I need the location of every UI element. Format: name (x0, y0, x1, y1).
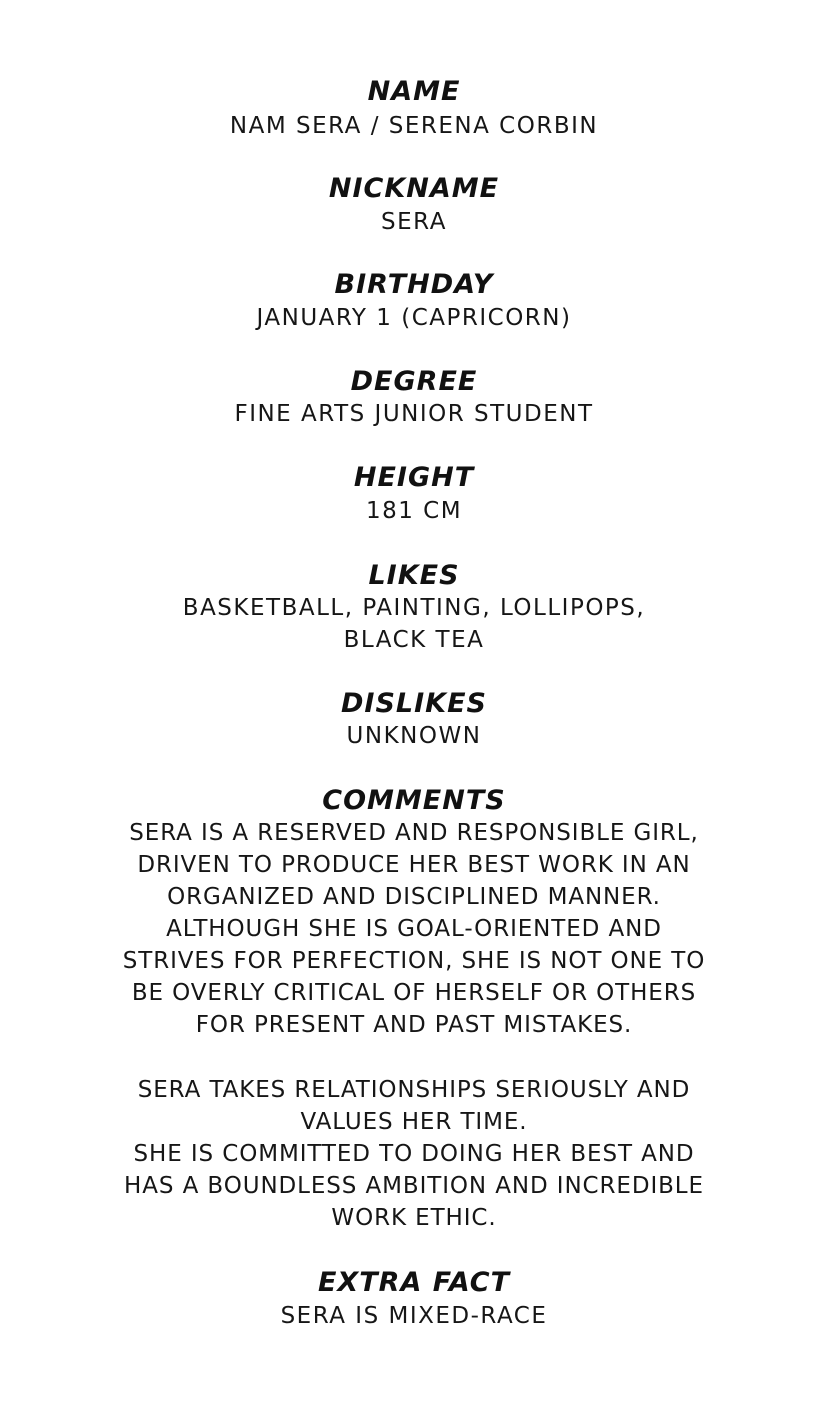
degree-value: FINE ARTS JUNIOR STUDENT (234, 401, 594, 427)
height-value: 181 CM (365, 498, 463, 524)
comment-line: SERA IS A RESERVED AND RESPONSIBLE GIRL, (129, 820, 699, 846)
likes-value (0, 592, 828, 656)
comments-heading: COMMENTS (322, 785, 506, 816)
comment-line: HAS A BOUNDLESS AMBITION AND INCREDIBLE (124, 1173, 704, 1199)
comment-line: STRIVES FOR PERFECTION, SHE IS NOT ONE TO (122, 948, 706, 974)
comment-line: ALTHOUGH SHE IS GOAL-ORIENTED AND (166, 916, 662, 942)
comment-line: ORGANIZED AND DISCIPLINED MANNER. (167, 884, 661, 910)
name-value: NAM SERA / SERENA CORBIN (229, 113, 599, 139)
extra-fact-value: SERA IS MIXED-RACE (280, 1303, 548, 1329)
comments-paragraph-2 (0, 1074, 828, 1234)
birthday-value: JANUARY 1 (CAPRICORN) (256, 305, 572, 331)
comment-line: SERA TAKES RELATIONSHIPS SERIOUSLY AND (137, 1077, 691, 1103)
comment-line: DRIVEN TO PRODUCE HER BEST WORK IN AN (137, 852, 691, 878)
likes-line: BASKETBALL, PAINTING, LOLLIPOPS, (182, 595, 646, 621)
degree-heading: DEGREE (350, 366, 478, 397)
height-heading: HEIGHT (353, 462, 475, 493)
comment-line: WORK ETHIC. (331, 1205, 497, 1231)
nickname-value: SERA (381, 209, 447, 235)
birthday-heading: BIRTHDAY (334, 269, 494, 300)
likes-line: BLACK TEA (343, 627, 485, 653)
comment-line: SHE IS COMMITTED TO DOING HER BEST AND (133, 1141, 695, 1167)
comments-paragraph-1 (0, 817, 828, 1041)
nickname-heading: NICKNAME (328, 173, 500, 204)
comment-line: FOR PRESENT AND PAST MISTAKES. (195, 1012, 633, 1038)
likes-heading: LIKES (368, 560, 460, 591)
dislikes-heading: DISLIKES (341, 688, 487, 719)
extra-fact-heading: EXTRA FACT (317, 1267, 511, 1298)
comment-line: BE OVERLY CRITICAL OF HERSELF OR OTHERS (131, 980, 697, 1006)
dislikes-value: UNKNOWN (346, 723, 482, 749)
comment-line: VALUES HER TIME. (300, 1109, 528, 1135)
name-heading: NAME (367, 76, 461, 107)
